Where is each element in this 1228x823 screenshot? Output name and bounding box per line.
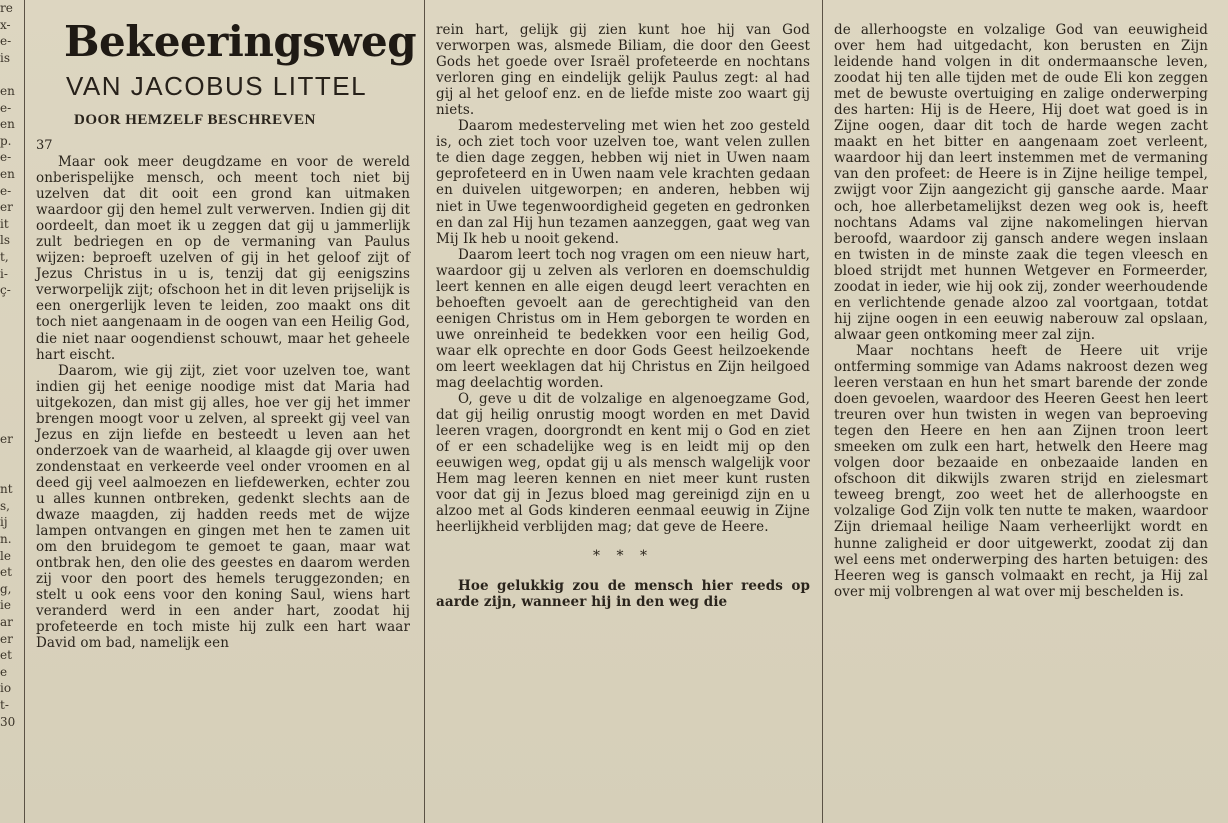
edge-fragment: ç- xyxy=(0,283,11,298)
edge-fragment xyxy=(0,332,22,349)
paragraph: Maar ook meer deugdzame en voor de wereld onberispelijke mensch, och meent toch niet bij uzelven dat dit ooit een grond kan uitmaken waardoor gij den hemel zult verwerven. Indien gij dit oordeelt, dan moet ik u zeggen dat gij u jammerlijk zult bedriegen en op de vermaning van Paulus wijzen: beproeft uzelven of gij in het geloof zijt of Jezus Christus in u is, tenzij dat gij eenigszins verworpelijk zijt; ofschoon het in dit leven prijselijk is een onergerlijk leven te leiden, zoo maakt ons dit toch niet aangenaam in de oogen van een Heilig God, die niet naar oogendienst schouwt, maar het geheele hart eischt. xyxy=(36,154,410,363)
edge-fragment: e- xyxy=(0,150,12,165)
edge-fragment xyxy=(0,398,22,415)
edge-fragment xyxy=(0,66,22,83)
edge-fragment: et xyxy=(0,565,12,580)
edge-fragment: en xyxy=(0,117,15,132)
edge-fragment: ie xyxy=(0,598,11,613)
paragraph: de allerhoogste en volzalige God van eeuwigheid over hem had uitgedacht, kon berusten en Zijn leidende hand volgen in dit ondermaansche leven, zoodat hij ten alle tijden met de oude Eli kon zeggen met de bewuste overtuiging en zalige onderwerping des harten: Hij is de Heere, Hij doet wat goed is in Zijne oogen, daar dit toch de harde wegen zacht maakt en het bitter en aangenaam zoet verleent, waardoor hij dan leert instemmen met de vermaning van den profeet: de Heere is in Zijne heilige tempel, zwijgt voor Zijn aangezicht gij gansche aarde. Maar och, hoe allerbetamelijkst dezen weg ook is, heeft nochtans Adams val zijne nakomelingen hiervan beroofd, waardoor zij gansch andere wegen inslaan en twisten in de minste zaak die tegen vleesch en bloed strijdt met hunnen Wetgever en Formeerder, zoodat in ieder, wie hij ook zij, zonder weerhoudende en verlichtende genade alzoo zal voortgaan, totdat hij zijne oogen in een eeuwig naberouw zal opslaan, alwaar geen ontkoming meer zal zijn. xyxy=(834,22,1208,343)
edge-fragment: et xyxy=(0,648,12,663)
edge-fragment xyxy=(0,415,22,432)
part-number: 37 xyxy=(36,138,53,153)
edge-fragment xyxy=(0,315,22,332)
paragraph: Hoe gelukkig zou de mensch hier reeds op aarde zijn, wanneer hij in den weg die xyxy=(436,577,810,610)
edge-fragment: en xyxy=(0,83,15,98)
paragraph: rein hart, gelijk gij zien kunt hoe hij van God verworpen was, alsmede Biliam, die door den Geest Gods het goede over Israël profeteerde en nochtans verloren ging en eindelijk gelijk Paulus zegt: al had gij al het geloof enz. en de liefde miste zoo waart gij niets. xyxy=(436,22,810,119)
edge-fragment: ij xyxy=(0,515,8,530)
column-rule xyxy=(24,0,25,823)
edge-fragment: s, xyxy=(0,498,10,513)
edge-fragment: t, xyxy=(0,249,9,264)
paragraph: Daarom leert toch nog vragen om een nieuw hart, waardoor gij u zelven als verloren en doemschuldig leert kennen en alle eigen deugd leert verachten en behoeften gevoelt aan de gerechtigheid van den eenigen Christus om in Hem geborgen te worden en uwe onreinheid te bedekken voor een heilig God, waar elk oprechte en door Gods Geest heilzoekende om leert weeklagen dat hij Christus en Zijn heilgoed mag deelachtig worden. xyxy=(436,246,810,392)
edge-fragment: e- xyxy=(0,100,12,115)
edge-fragment: ar xyxy=(0,614,13,629)
edge-fragment: it xyxy=(0,216,9,231)
article-subtitle: VAN JACOBUS LITTEL xyxy=(66,71,368,101)
paragraph: Maar nochtans heeft de Heere uit vrije ontferming sommige van Adams nakroost dezen weg leeren verstaan en hun het smart barende der zonde doen gevoelen, waardoor des Heeren Geest hen leert treuren over hun twisten in wegen van beproeving tegen den Heere en hen aan Zijnen troon leert smeeken om zulk een hart, hetwelk den Heere mag volgen door bezaaide en onbezaaide landen en ofschoon dit dikwijls zwaren strijd en zielesmart teweeg brengt, zoo weet het de allerhoogste en volzalige God Zijn volk ten nutte te maken, waardoor Zijn driemaal heilige Naam verheerlijkt wordt en hunne zaligheid er door uitgewerkt, zoodat zij dan wel eens met onderwerping des harten betuigen: des Heeren weg is gansch volmaakt en recht, ja Hij zal over mij volbrengen al wat over mij beschelden is. xyxy=(834,342,1208,600)
paragraph: Daarom, wie gij zijt, ziet voor uzelven toe, want indien gij het eenige noodige mist dat Maria had uitgekozen, dan mist gij alles, hoe ver gij het immer brengen moogt voor u zelven, al spreekt gij veel van Jezus en zijn liefde en besteedt u leven aan het onderzoek van de waarheid, al klaagde gij over uwen zondenstaat en verkeerde veel onder vroomen en al deed gij veel aalmoezen en liefdewerken, echter zou u alles kunnen ontbreken, gedenkt slechts aan de dwaze maagden, zij hadden reeds met de wijze lampen ontvangen en gingen met hen te zamen uit om den bruidegom te gemoet te gaan, maar wat ontbrak hen, den olie des geestes en daarom werden zij voor den poort des hemels teruggezonden; en stelt u ook eens voor den koning Saul, wiens hart veranderd werd in een ander hart, zoodat hij profeteerde en toch miste hij zulk een hart waar David om bad, namelijk een xyxy=(36,362,410,652)
article-title: Bekeeringsweg xyxy=(64,17,417,66)
edge-fragment: i- xyxy=(0,266,8,281)
edge-fragment: 30 xyxy=(0,714,16,729)
column-2 xyxy=(436,22,810,610)
edge-fragment xyxy=(0,465,22,482)
column-rule xyxy=(822,0,823,823)
column-rule xyxy=(424,0,425,823)
edge-fragment: t- xyxy=(0,697,9,712)
edge-fragment: p. xyxy=(0,133,12,148)
column-3 xyxy=(834,22,1208,600)
edge-fragment: er xyxy=(0,200,13,215)
edge-fragment: er xyxy=(0,631,13,646)
edge-fragment: en xyxy=(0,166,15,181)
section-separator: * * * xyxy=(593,547,653,564)
edge-fragment xyxy=(0,348,22,365)
edge-fragment: e- xyxy=(0,34,12,49)
column-1 xyxy=(36,0,417,652)
edge-fragment: io xyxy=(0,681,12,696)
edge-fragment xyxy=(0,299,22,316)
edge-fragment: nt xyxy=(0,482,13,497)
edge-fragment: g, xyxy=(0,581,12,596)
edge-fragment: e- xyxy=(0,183,12,198)
edge-fragment: ls xyxy=(0,233,10,248)
paragraph: Daarom medesterveling met wien het zoo gesteld is, och ziet toch voor uzelven toe, want velen zullen te dien dage zeggen, hebben wij niet in Uwen naam geprofeteerd en in Uwen naam vele krachten gedaan en duivelen uitgeworpen; en anderen, hebben wij niet in Uwe tegenwoordigheid gegeten en gedronken en dan zal Hij hun tezamen aanzeggen, gaat weg van Mij Ik heb u nooit gekend. xyxy=(436,118,810,247)
adjacent-column-fragment xyxy=(0,0,22,823)
edge-fragment: er xyxy=(0,432,13,447)
edge-fragment: is xyxy=(0,50,10,65)
article-byline: DOOR HEMZELF BESCHREVEN xyxy=(74,112,316,128)
edge-fragment: x- xyxy=(0,17,11,32)
edge-fragment: n. xyxy=(0,532,12,546)
edge-fragment xyxy=(0,448,22,465)
edge-fragment xyxy=(0,365,22,382)
edge-fragment: e xyxy=(0,664,8,679)
edge-fragment: re xyxy=(0,1,13,15)
edge-fragment xyxy=(0,382,22,399)
edge-fragment: le xyxy=(0,548,11,563)
paragraph: O, geve u dit de volzalige en algenoegzame God, dat gij heilig onrustig moogt worden en met David leeren vragen, doorgrondt en kent mij o God en ziet of er een schadelijke weg is en leidt mij op den eeuwigen weg, opdat gij u als mensch walgelijk voor Hem mag leeren kennen en niet meer kunt rusten voor dat gij in Jezus bloed mag gereinigd zijn en u alzoo met al Gods kinderen eenmaal eeuwig in Zijne heerlijkheid verblijden mag; dat geve de Heere. xyxy=(436,391,810,536)
